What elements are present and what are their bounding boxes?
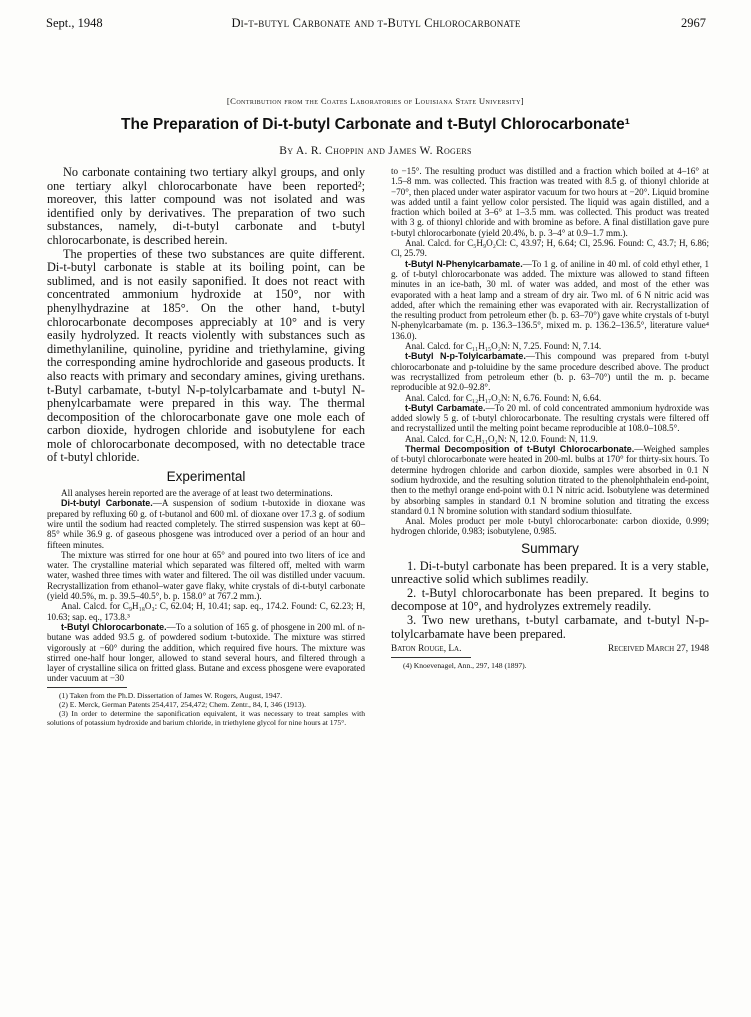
running-head-title: Di-t-butyl Carbonate and t-Butyl Chlorocarbonate: [231, 16, 521, 30]
dtbc-paragraph-2: The mixture was stirred for one hour at 65° and poured into two liters of ice and water. The crystalline material which separated was filtered off, melted with warm water, washed three times with water and filtered. The oil was distilled under vacuum. Recrystallization from ethanol–water gave flaky, white crystals of di-t-butyl carbonate (yield 40.5%, m. p. 39.5–40.5°, b. p. 158.0° at 767.2 mm.).: [47, 549, 365, 602]
summary-item-1: 1. Di-t-butyl carbonate has been prepared. It is a very stable, unreactive solid which sublimes readily.: [391, 558, 709, 587]
summary-item-3: 3. Two new urethans, t-butyl carbamate, and t-butyl N-p-tolylcarbamate have been prepared.: [391, 613, 709, 641]
footnote-rule-right: [391, 657, 471, 658]
tolyl-subheading: t-Butyl N-p-Tolylcarbamate.: [405, 351, 526, 362]
running-head-date: Sept., 1948: [46, 16, 103, 30]
thermal-subheading: Thermal Decomposition of t-Butyl Chlorocarbonate.: [405, 444, 635, 455]
carbamate-paragraph: [391, 403, 709, 434]
footnote-1: (1) Taken from the Ph.D. Dissertation of James W. Rogers, August, 1947.: [59, 690, 283, 700]
footnote-4: (4) Knoevenagel, Ann., 297, 148 (1897).: [403, 661, 527, 671]
phenyl-subheading: t-Butyl N-Phenylcarbamate.: [405, 258, 523, 269]
intro-paragraph-1: No carbonate containing two tertiary alkyl groups, and only one tertiary alkyl chlorocarbonate have been reported²; moreover, this latter compound was not isolated and was identified only by derivatives. The preparation of two such substances, namely, di-t-butyl carbonate and t-butyl chlorocarbonate, is described herein.: [47, 165, 365, 247]
experimental-intro: All analyses herein reported are the average of at least two determinations.: [61, 488, 333, 499]
thermal-paragraph: [391, 444, 709, 516]
received-date: Received March 27, 1948: [607, 644, 709, 655]
carbamate-analysis: Anal. Calcd. for C₅H₁₁O₂N: N, 12.0. Found: N, 11.9.: [405, 433, 598, 444]
dtbc-analysis: Anal. Calcd. for C₉H₁₈O₃: C, 62.04; H, 10.41; sap. eq., 174.2. Found: C, 62.23; H, 10.63; sap. eq., 173.8.³: [47, 601, 365, 622]
tbcc-paragraph: [47, 622, 365, 684]
phenyl-paragraph: [391, 259, 709, 341]
signature-line: [391, 644, 709, 654]
carbamate-text: —To 20 ml. of cold concentrated ammonium hydroxide was added slowly 5 g. of t-butyl chlorocarbonate. The resulting crystals were filtered off and recrystallized until the melting point became reproducible at 108.0–108.5°.: [391, 402, 709, 434]
page-number: 2967: [681, 16, 706, 30]
tbcc-continued: to −15°. The resulting product was distilled and a fraction which boiled at 4–16° at 1.5–8 mm. was collected. This fraction was treated with 8.5 g. of thionyl chloride at −70°, then placed under water aspirator vacuum for two hours at −20°. Liquid bromine was added until a faint yellow color persisted. The liquid was again distilled, and a fraction which boiled at 3–6° at 1–3.5 mm. was collected. This product was treated with 3 g. of thionyl chloride and with bromine as before. A final distillation gave pure t-butyl chlorocarbonate (yield 20.4%, b. p. 3–4° at 0.9–1.7 mm.).: [391, 166, 709, 238]
summary-heading: Summary: [521, 540, 579, 556]
tolyl-paragraph: [391, 351, 709, 392]
tbcc-analysis: Anal. Calcd. for C₅H₉O₂Cl: C, 43.97; H, 6.64; Cl, 25.96. Found: C, 43.7; H, 6.86; Cl, 25.79.: [391, 238, 709, 259]
footnote-rule: [47, 687, 127, 688]
phenyl-text: —To 1 g. of aniline in 40 ml. of cold ethyl ether, 1 g. of t-butyl chlorocarbonate was added. The mixture was allowed to stand fifteen minutes in an ice-bath, 30 ml. of water was added, and most of the ether was evaporated with a heat lamp and a stream of dry air. Two ml. of 6 N nitric acid was added, after which the remaining ether was evaporated with air. Recrystallization of the resulting product from petroleum ether (b. p. 63–70°) gave white crystals of t-butyl N-phenylcarbamate (m. p. 136.3–136.5°, mixed m. p. 136.2–136.5°, literature value⁴ 136.0).: [391, 258, 709, 341]
intro-paragraph-2: The properties of these two substances are quite different. Di-t-butyl carbonate is stable at its boiling point, can be sublimed, and is not easily saponified. It does not react with concentrated ammonium hydroxide at 150°, nor with phenylhydrazine at 185°. On the other hand, t-butyl chlorocarbonate decomposes appreciably at 10° and is very easily hydrolyzed. It reacts violently with substances such as dimethylaniline, quinoline, pyridine and triethylamine, giving the corresponding amine hydrochloride and gaseous products. It also reacts with primary and secondary amines, giving urethans. t-Butyl carbamate, t-butyl N-p-tolylcarbamate and t-butyl N-phenylcarbamate were prepared in this way. The thermal decomposition of the chlorocarbonate gave one mole each of carbon dioxide, hydrogen chloride and isobutylene for each mole of chlorocarbonate decomposed, with no detectable trace of t-butyl chloride.: [47, 246, 365, 465]
thermal-text: —Weighed samples of t-butyl chlorocarbonate were heated in 200-ml. bulbs at 170° for thirty-six hours. To determine hydrogen chloride and carbon dioxide, samples were absorbed in 0.1 N sodium hydroxide, and the resulting solution titrated to the phenolphthalein end-point, then to the methyl orange end-point with 0.1 N nitric acid. Isobutylene was determined by absorbing samples in standard 0.1 N bromine solution and titrating the excess standard 0.1 N bromine solution with standard sodium thiosulfate.: [391, 444, 709, 516]
dtbc-text: —A suspension of sodium t-butoxide in dioxane was prepared by refluxing 60 g. of t-butanol and 600 ml. of dioxane over 17.3 g. of sodium wire until the sodium had reacted completely. The stirred suspension was kept at 60–85° while 36.9 g. of gaseous phosgene was introduced over a period of an hour and fifteen minutes.: [47, 498, 365, 550]
contribution-line: [Contribution from the Coates Laboratories of Louisiana State University]: [226, 96, 525, 106]
left-column: [47, 166, 365, 727]
experimental-heading: Experimental: [166, 469, 246, 485]
summary-item-2: 2. t-Butyl chlorocarbonate has been prepared. It begins to decompose at 10°, and hydrolyzes extremely readily.: [391, 585, 709, 614]
article-title: The Preparation of Di-t-butyl Carbonate and t-Butyl Chlorocarbonate¹: [121, 116, 630, 133]
place: Baton Rouge, La.: [391, 644, 462, 655]
phenyl-analysis: Anal. Calcd. for C₁₁H₁₅O₂N: N, 7.25. Found: N, 7.14.: [405, 341, 602, 352]
dtbc-paragraph: [47, 498, 365, 549]
author-line: By A. R. Choppin and James W. Rogers: [279, 145, 472, 157]
right-column: [391, 166, 709, 670]
footnote-3: (3) In order to determine the saponification equivalent, it was necessary to treat samples with solutions of potassium hydroxide and barium chloride, in triethylene glycol for nine hours at 175°.: [47, 708, 365, 727]
tolyl-analysis: Anal. Calcd. for C₁₂H₁₇O₂N: N, 6.76. Found: N, 6.64.: [405, 392, 602, 403]
footnote-2: (2) E. Merck, German Patents 254,417, 254,472; Chem. Zentr., 84, I, 346 (1913).: [59, 699, 306, 709]
tbcc-subheading: t-Butyl Chlorocarbonate.: [61, 621, 167, 632]
tbcc-text: —To a solution of 165 g. of phosgene in 200 ml. of n-butane was added 93.5 g. of powdered sodium t-butoxide. The mixture was stirred vigorously at −60° during the addition, which required five hours. The mixture was stirred one-half hour longer, allowed to stand several hours, and filtered through a layer of crystalline silica on fritted glass. Butane and excess phosgene were evaporated under vacuum at −30: [47, 621, 365, 684]
tolyl-text: —This compound was prepared from t-butyl chlorocarbonate and p-toluidine by the same procedure described above. The product was recrystallized from petroleum ether (b. p. 63–70°) until the m. p. became reproducible at 92.0–92.8°.: [391, 351, 709, 393]
dtbc-subheading: Di-t-butyl Carbonate.: [61, 498, 153, 509]
carbamate-subheading: t-Butyl Carbamate.: [405, 402, 486, 413]
thermal-analysis: Anal. Moles product per mole t-butyl chlorocarbonate: carbon dioxide, 0.999; hydrogen chloride, 0.983; isobutylene, 0.985.: [391, 516, 709, 537]
